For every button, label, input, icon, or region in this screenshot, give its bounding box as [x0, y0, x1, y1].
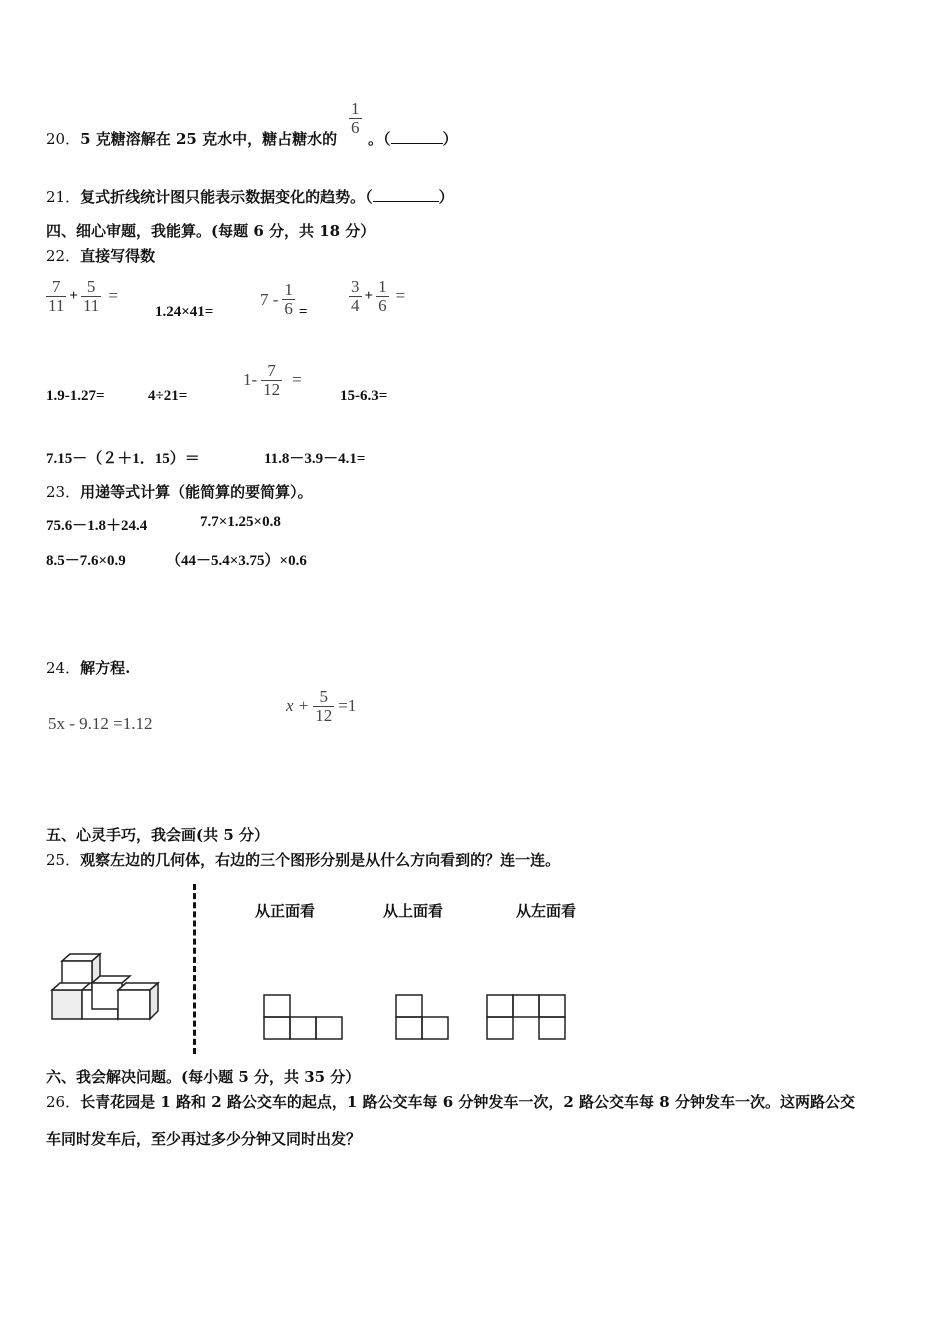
equals-sign: =: [292, 370, 302, 390]
expr-15-minus-6-3: 15-6.3=: [340, 388, 388, 404]
view-shape-3: [485, 993, 569, 1041]
fraction-numerator: 1: [284, 280, 293, 300]
question-number: 22．: [46, 247, 81, 265]
expr-1-minus-7-12: [243, 362, 302, 399]
fraction-denominator: 11: [48, 295, 65, 315]
equation-x-plus-5-12: [286, 688, 356, 725]
question-title: 观察左边的几何体，右边的三个图形分别是从什么方向看到的？连一连。: [80, 851, 561, 869]
expr-7-minus-1-6: [260, 278, 307, 321]
label-top-view: 从上面看: [383, 902, 444, 920]
operator: +: [69, 287, 78, 304]
question-25: [46, 849, 560, 870]
fraction-denominator: 4: [351, 295, 360, 315]
expr-4-div-21: 4÷21=: [148, 388, 188, 404]
fraction-denominator: 6: [284, 299, 293, 318]
question-title: 用递等式计算（能简算的要简算）。: [80, 483, 313, 501]
section-5-title: 五、心灵手巧，我会画(共 5 分）: [46, 826, 269, 844]
question-text: 5 克糖溶解在 25 克水中，糖占糖水的: [80, 130, 338, 148]
question-22: [46, 245, 155, 266]
fraction-denominator: 12: [263, 379, 281, 399]
equals-sign: =: [108, 286, 118, 306]
expr-7-11-plus-5-11: [46, 278, 118, 315]
fraction-one-sixth: [349, 100, 362, 137]
question-26: [46, 1091, 855, 1112]
expr-1-24-times-41: 1.24×41=: [155, 304, 214, 320]
question-text-line1: 长青花园是 1 路和 2 路公交车的起点，1 路公交车每 6 分钟发车一次，2 路公交车每 8 分钟发车一次。这两路公交: [80, 1093, 855, 1111]
expr-lead: 1-: [243, 370, 258, 390]
expr-lead: x +: [286, 696, 310, 716]
question-23: [46, 481, 313, 502]
fraction-denominator: 6: [378, 295, 387, 315]
question-text: 复式折线统计图只能表示数据变化的趋势。（: [80, 188, 373, 206]
label-left-view: 从左面看: [516, 902, 577, 920]
answer-blank[interactable]: [373, 201, 439, 202]
expr-11-8-minus: 11.8－3.9－4.1=: [264, 451, 366, 467]
question-title: 直接写得数: [80, 247, 156, 265]
fraction-numerator: 1: [351, 99, 360, 118]
question-number: 21．: [46, 188, 81, 206]
fraction-numerator: 5: [86, 277, 96, 296]
question-24: [46, 657, 130, 678]
fraction-denominator: 12: [315, 705, 333, 725]
cube-solid-figure: [46, 945, 172, 1025]
expr-3-4-plus-1-6: [349, 278, 405, 315]
equals-sign: =: [298, 304, 308, 320]
view-shape-2: [394, 993, 450, 1041]
answer-area-20: [368, 128, 458, 149]
expr-8-5: 8.5－7.6×0.9: [46, 553, 126, 569]
equals-sign: =: [395, 286, 406, 306]
dashed-divider: [193, 884, 196, 1054]
fraction-numerator: 7: [267, 361, 276, 380]
punctuation: ）: [438, 188, 454, 206]
fraction-numerator: 1: [378, 277, 387, 296]
fraction-numerator: 7: [51, 277, 61, 296]
section-6-title: 六、我会解决问题。(每小题 5 分，共 35 分）: [46, 1068, 361, 1086]
fraction-numerator: 5: [319, 687, 329, 706]
fraction-denominator: 11: [82, 295, 100, 315]
equation-5x: 5x - 9.12 =1.12: [48, 714, 153, 733]
punctuation: 。（: [368, 130, 391, 148]
equation-tail: =1: [338, 696, 357, 716]
expr-44-paren: （44－5.4×3.75）×0.6: [166, 553, 307, 569]
expr-lead: 7 -: [260, 289, 279, 309]
view-shape-1: [262, 993, 346, 1041]
expr-7-15-paren: 7.15－（２＋1．15）＝: [46, 451, 200, 467]
question-title: 解方程.: [80, 659, 131, 677]
question-26-line2: 车同时发车后，至少再过多少分钟又同时出发？: [46, 1130, 362, 1148]
answer-blank[interactable]: [391, 143, 443, 144]
question-21: [46, 186, 454, 207]
question-number: 20．: [46, 130, 81, 148]
punctuation: ）: [442, 130, 458, 148]
expr-1-9-minus-1-27: 1.9-1.27=: [46, 388, 105, 404]
question-number: 23．: [46, 483, 81, 501]
label-front-view: 从正面看: [255, 902, 316, 920]
fraction-denominator: 6: [351, 117, 360, 137]
expr-75-6: 75.6－1.8＋24.4: [46, 518, 148, 534]
question-20: [46, 128, 337, 149]
question-number: 24．: [46, 659, 81, 677]
question-number: 26．: [46, 1093, 81, 1111]
question-number: 25．: [46, 851, 81, 869]
fraction-numerator: 3: [351, 277, 360, 296]
expr-7-7: 7.7×1.25×0.8: [200, 514, 281, 530]
operator: +: [364, 287, 374, 304]
section-4-title: 四、细心审题，我能算。(每题 6 分，共 18 分）: [46, 222, 376, 240]
